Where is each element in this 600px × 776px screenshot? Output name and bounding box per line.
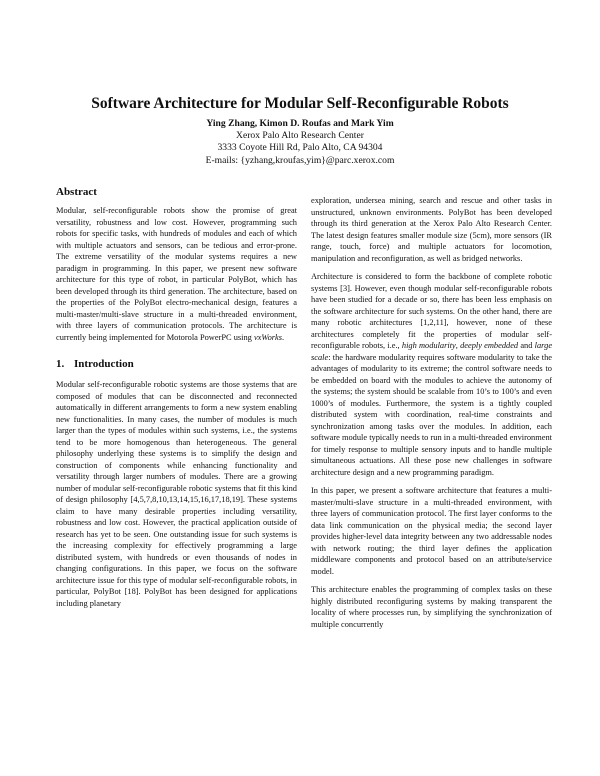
paper-authors: Ying Zhang, Kimon D. Roufas and Mark Yim [206,118,394,129]
section-title: Introduction [74,358,134,370]
paper-affiliation: Xerox Palo Alto Research Center [236,130,364,142]
abstract-heading: Abstract [56,186,97,198]
paper-title: Software Architecture for Modular Self-Reconfigurable Robots [91,95,509,112]
paper-address: 3333 Coyote Hill Rd, Palo Alto, CA 94304 [217,142,383,154]
right-paragraph-1: exploration, undersea mining, search and rescue and other tasks in unstructured, unknown environments. PolyBot has been developed through its third generation at the Xerox Palo Alto Research Center. The latest design features smaller module size (5cm), more sensors (IR range, touch, force) and multiple actuators for locomotion, manipulation and reconfiguration, as well as bridged networks. [311,196,552,263]
p2-text-a: Architecture is considered to form the backbone of complete robotic systems [3]. However, even though modular self-reconfigurable robots have been studied for a decade or so, there has been less emphasis on the software architecture for such systems. On the other hand, there are many robotic architectures [1,2,11], however, none of these architectures completely fit the properties of modular self-reconfigurable robots, i.e., [311,272,552,350]
abstract-paragraph [56,205,297,343]
abstract-end: . [282,332,285,342]
abstract-italic-term: vxWorks [253,332,283,342]
intro-paragraph-1: Modular self-reconfigurable robotic systems are those systems that are composed of modules that can be disconnected and reconnected automatically in different arrangements to form a new system enabling new functionalities. In many cases, the number of modules is much larger than the types of modules within such systems, i.e., the systems tend to be more homogenous than heterogeneous. The general philosophy underlying these systems is to simplify the design and construction of components while enhancing functionality and versatility through larger numbers of modules. There are a growing number of modular self-reconfigurable robotic systems that fit this kind of design philosophy [4,5,7,8,10,13,14,15,16,17,18,19]. These systems claim to have many desirable properties including versatility, robustness and low cost. However, the practical application outside of research has yet to be seen. One outstanding issue for such systems is the increasing complexity for effectively programming a large distributed system, with hundreds or even thousands of nodes in changing configurations. In this paper, we focus on the software architecture issue for this type of modular self-reconfigurable robots, in particular, PolyBot [18]. PolyBot has been designed for applications including planetary [56,380,297,608]
p2-italic-high-modularity: high modularity [401,341,456,350]
p2-italic-deeply-embedded: deeply embedded [460,341,519,350]
paper-email: E-mails: {yzhang,kroufas,yim}@parc.xerox.com [205,154,395,166]
right-paragraph-3: In this paper, we present a software architecture that features a multi-master/multi-slave structure in a multi-threaded environment, with three layers of communication protocol. The first layer conforms to the data link communication on the physical media; the second layer provides higher-level data integrity between any two addressable nodes with network routing; the third layer defines the application middleware components and protocol based on an attribute/service model. [311,486,552,576]
right-paragraph-4: This architecture enables the programming of complex tasks on these highly distributed reconfiguring systems by making transparent the locality of where processes run, by simplifying the synchronization of multiple concurrently [311,585,552,629]
introduction-heading [56,357,297,371]
right-paragraph-2 [311,271,552,478]
section-number: 1. [56,358,65,370]
p2-text-d: : the hardware modularity requires software modularity to take the advantages of modularity to its extreme; the control software needs to be embedded on board with the modules to achieve the autonomy of the systems; the system should be scalable from 10’s to 100’s and even 1000’s of modules. Furthermore, the system is a tightly coupled distributed system with coordination, real-time constraints and synchronization among tasks over the modules. In addition, each software module typically needs to run in a multi-threaded environment for timely response to multiple sensory inputs and to handle multiple simultaneous actuations. All these pose new challenges in software architecture design and a new programming paradigm. [311,352,552,477]
abstract-text: Modular, self-reconfigurable robots show the promise of great versatility, robustness and low cost. However, programming such robots for specific tasks, with hundreds of modules and each of which with multiple actuators and sensors, can be tedious and error-prone. The extreme versatility of the modular systems requires a new paradigm in programming. In this paper, we present new software architecture for this type of robot, in particular PolyBot, which has been developed through its third generation. The architecture, based on the properties of the PolyBot electro-mechanical design, features a multi-master/multi-slave structure in a multi-threaded environment, with three layers of communication protocols. The architecture is currently being implemented for Motorola PowerPC using [56,206,297,342]
right-column [311,195,552,637]
p2-text-c: and [520,341,533,350]
p2-text-b: , [455,341,458,350]
p2-italic-large-scale: large scale [311,341,553,362]
author-block [0,118,600,167]
left-column [56,185,297,616]
